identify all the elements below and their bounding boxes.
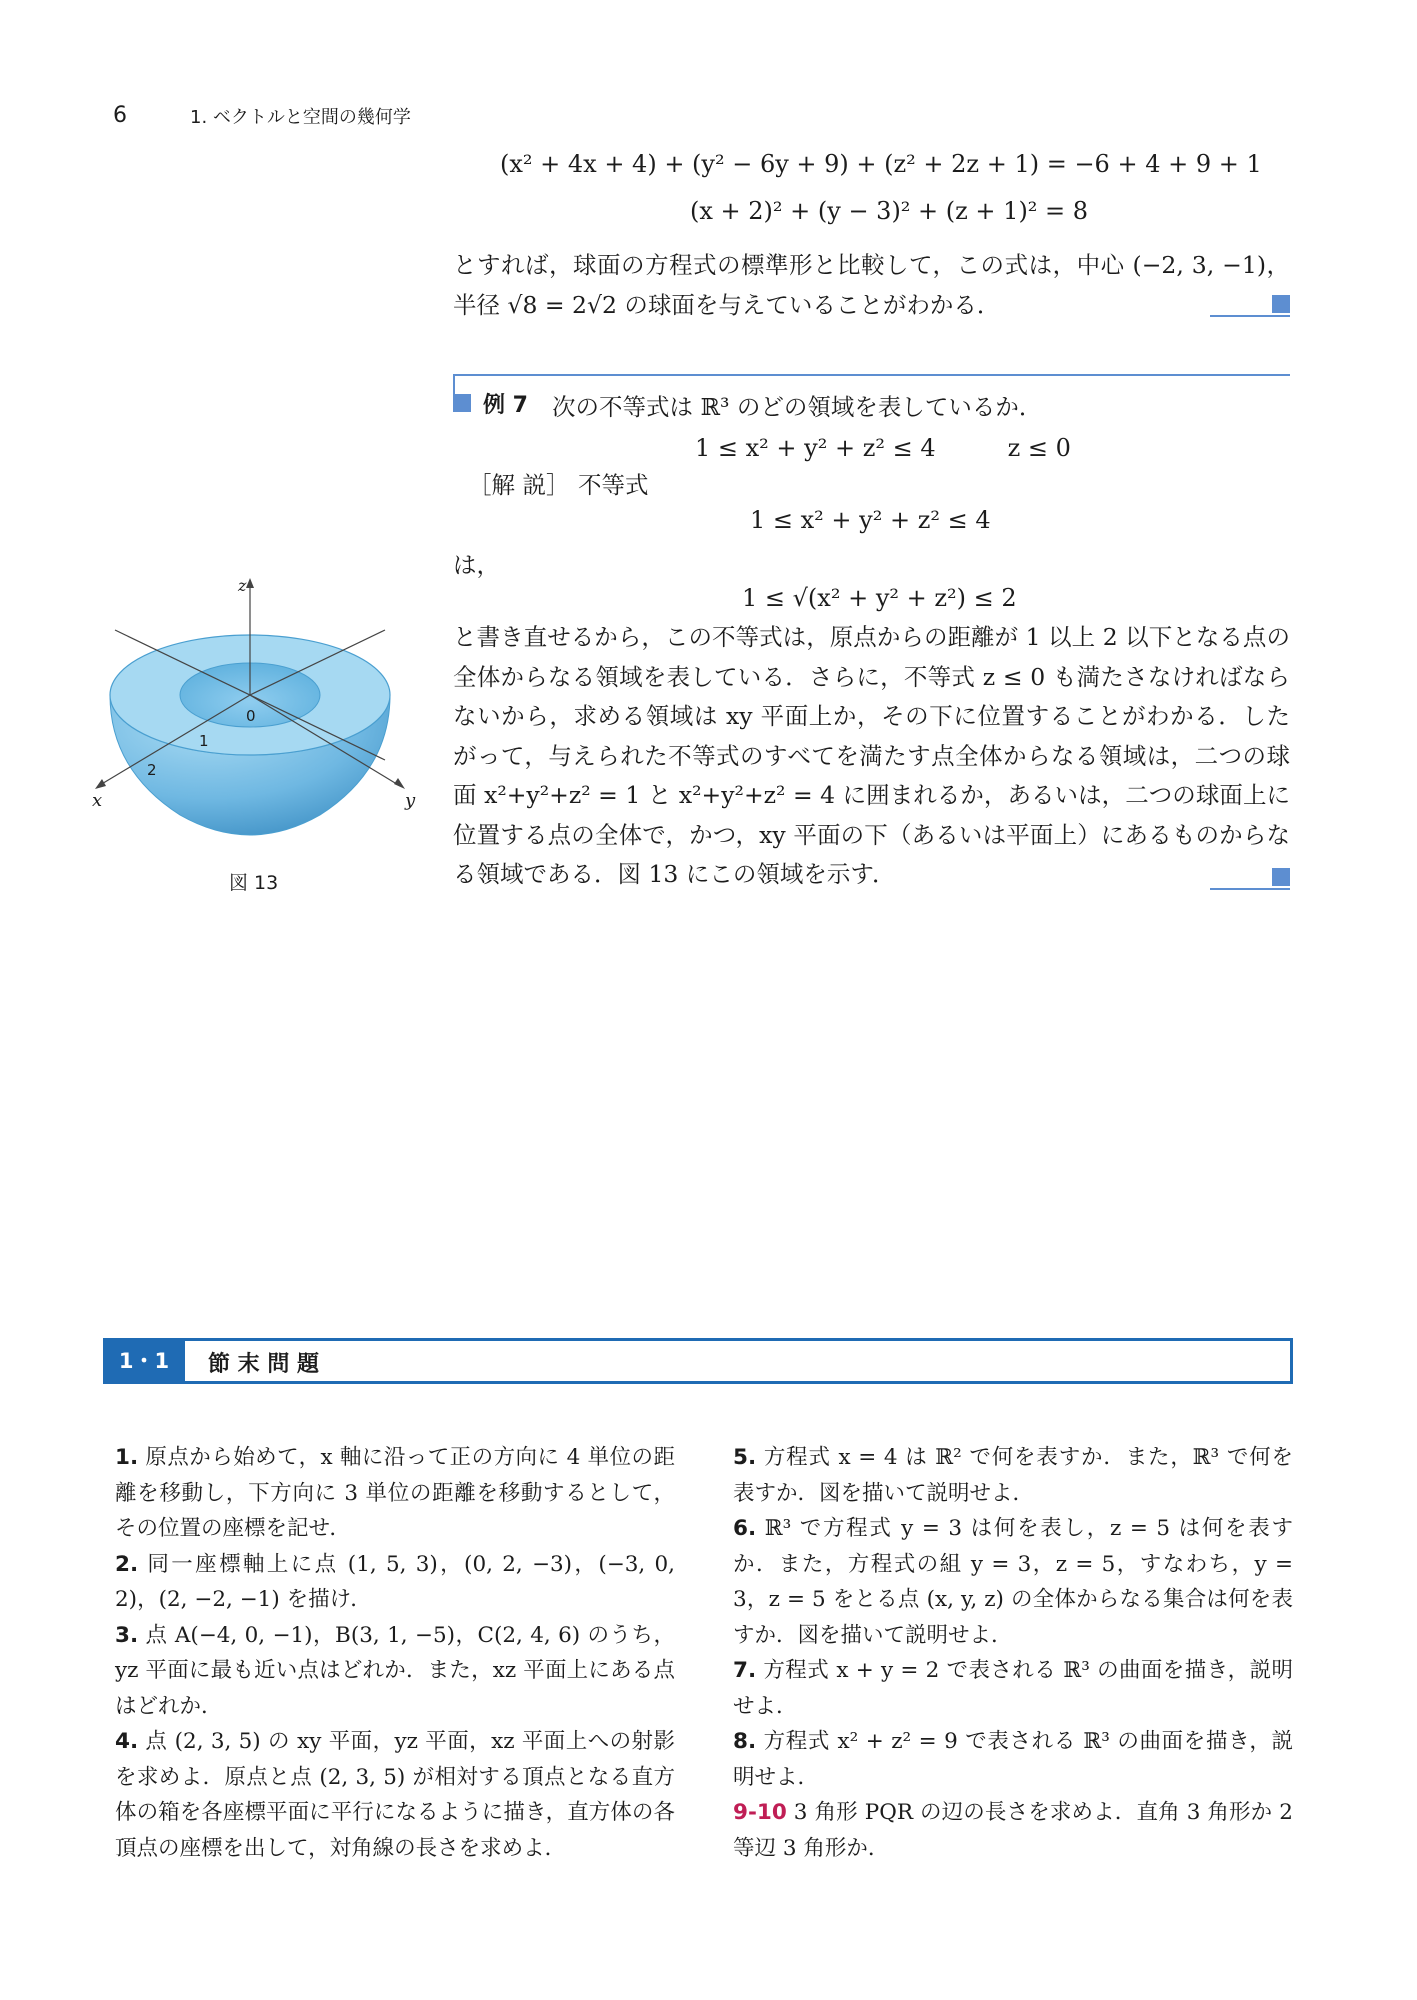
example-statement: 次の不等式は ℝ³ のどの領域を表しているか． [552, 393, 1043, 421]
problem-number: 9-10 [733, 1800, 787, 1825]
sphere-center-radius-text: とすれば，球面の方程式の標準形と比較して，この式は，中心 (−2, 3, −1)，半径 √8 = 2√2 の球面を与えていることがわかる． [453, 251, 1290, 319]
example-marker-square [453, 394, 471, 412]
problem-text: 点 A(−4, 0, −1)，B(3, 1, −5)，C(2, 4, 6) のうち，yz 平面に最も近い点はどれか．また，xz 平面上にある点はどれか． [115, 1622, 675, 1719]
example-label: 例 7 [483, 393, 528, 418]
problem-7 [733, 1653, 1293, 1724]
problem-text: 3 角形 PQR の辺の長さを求めよ．直角 3 角形か 2 等辺 3 角形か． [733, 1800, 1293, 1861]
problem-text: ℝ³ で方程式 y = 3 は何を表し，z = 5 は何を表すか．また，方程式の組 y = 3，z = 5，すなわち，y = 3，z = 5 をとる点 (x, y, z) の全体からなる集合は何を表すか．図を描いて説明せよ． [733, 1516, 1293, 1648]
problem-number: 4. [115, 1729, 139, 1754]
chapter-title: 1. ベクトルと空間の幾何学 [190, 107, 411, 128]
problem-8 [733, 1724, 1293, 1795]
solution-inequality-root: 1 ≤ √(x² + y² + z²) ≤ 2 [742, 584, 1017, 612]
example-box-top-rule [453, 374, 1290, 376]
problem-number: 1. [115, 1445, 139, 1470]
page-number: 6 [113, 103, 127, 128]
section-number: 1・1 [103, 1338, 185, 1384]
problem-text: 方程式 x² + z² = 9 で表される ℝ³ の曲面を描き，説明せよ． [733, 1729, 1294, 1790]
equation-sphere-standard: (x + 2)² + (y − 3)² + (z + 1)² = 8 [690, 197, 1089, 225]
end-of-example-mark [1210, 868, 1290, 890]
problem-9-10 [733, 1795, 1293, 1866]
problem-6 [733, 1511, 1293, 1653]
x-axis-arrow [95, 779, 106, 789]
label-radius-1: 1 [199, 732, 209, 750]
equation-completed-squares: (x² + 4x + 4) + (y² − 6y + 9) + (z² + 2z + 1) = −6 + 4 + 9 + 1 [500, 150, 1262, 178]
problem-number: 3. [115, 1622, 139, 1648]
z-axis-arrow [246, 578, 254, 588]
solution-intro: 不等式 [578, 471, 649, 499]
solution-wa: は， [453, 551, 500, 579]
problem-number: 7. [733, 1658, 757, 1683]
end-of-proof-mark [1210, 295, 1290, 317]
problem-3 [115, 1618, 675, 1725]
figure-caption: 図 13 [229, 872, 279, 894]
problems-left-column [115, 1440, 675, 1866]
solution-label: ［解 説］ [468, 471, 570, 499]
example-inequality: 1 ≤ x² + y² + z² ≤ 4 z ≤ 0 [695, 434, 1071, 462]
solution-inequality-squared: 1 ≤ x² + y² + z² ≤ 4 [750, 506, 991, 534]
section-title: 節 末 問 題 [208, 1352, 319, 1377]
problem-4 [115, 1724, 675, 1866]
y-axis-arrow [394, 778, 405, 789]
label-origin: 0 [246, 707, 256, 725]
axis-label-y: y [405, 790, 416, 811]
problem-1 [115, 1440, 675, 1547]
axis-label-z: z [238, 576, 247, 595]
axis-label-x: x [92, 790, 103, 811]
problem-text: 点 (2, 3, 5) の xy 平面，yz 平面，xz 平面上への射影を求めよ．原点と点 (2, 3, 5) が相対する頂点となる直方体の箱を各座標平面に平行になるように描き，直方体の各頂点の座標を出して，対角線の長さを求めよ． [115, 1729, 675, 1861]
problem-text: 方程式 x + y = 2 で表される ℝ³ の曲面を描き，説明せよ． [733, 1658, 1293, 1719]
problem-number: 2. [115, 1551, 139, 1577]
example-box-left-rule [453, 374, 455, 394]
problem-5 [733, 1440, 1293, 1511]
label-radius-2: 2 [147, 761, 157, 779]
problem-number: 8. [733, 1729, 757, 1754]
problems-right-column [733, 1440, 1293, 1866]
problem-text: 方程式 x = 4 は ℝ² で何を表すか．また，ℝ³ で何を表すか．図を描いて説明せよ． [733, 1445, 1293, 1506]
problem-text: 同一座標軸上に点 (1, 5, 3)，(0, 2, −3)，(−3, 0, 2)，(2, −2, −1) を描け． [115, 1551, 675, 1612]
problem-text: 原点から始めて，x 軸に沿って正の方向に 4 単位の距離を移動し，下方向に 3 単位の距離を移動するとして，その位置の座標を記せ． [115, 1445, 675, 1541]
problem-number: 6. [733, 1516, 757, 1541]
problem-number: 5. [733, 1445, 757, 1470]
solution-paragraph: と書き直せるから，この不等式は，原点からの距離が 1 以上 2 以下となる点の全体からなる領域を表している．さらに，不等式 z ≤ 0 も満たさなければならないから，求める領域は xy 平面上か，その下に位置することがわかる．したがって，与えられた不等式のすべてを満たす点全体からなる領域は，二つの球面 x²+y²+z² = 1 と x²+y²+z² = 4 に囲まれるか，あるいは，二つの球面上に位置する点の全体で，かつ，xy 平面の下（あるいは平面上）にあるものからなる領域である．図 13 にこの領域を示す． [453, 623, 1290, 888]
problem-2 [115, 1547, 675, 1618]
